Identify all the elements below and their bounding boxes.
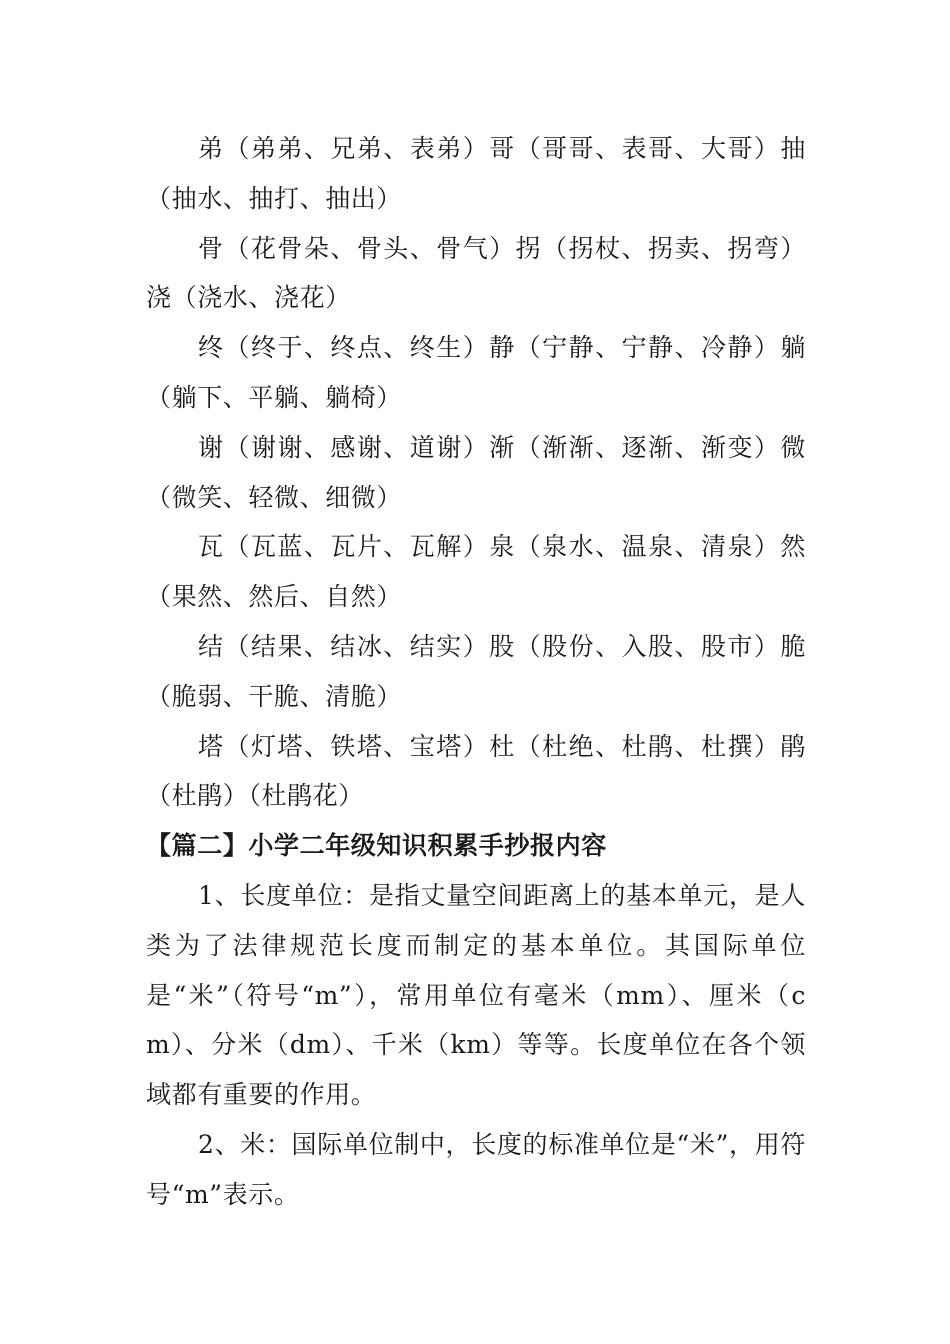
document-page xyxy=(146,124,806,1220)
body-paragraph-length-unit: 1、长度单位：是指丈量空间距离上的基本单元，是人类为了法律规范长度而制定的基本单位。其国际单位是“米”（符号“m”），常用单位有毫米（mm）、厘米（cm）、分米（dm）、千米（km）等等。长度单位在各个领域都有重要的作用。 xyxy=(146,880,806,1110)
char-paragraph-ta: 塔（灯塔、铁塔、宝塔）杜（杜绝、杜鹃、杜撰）鹃（杜鹃）（杜鹃花） xyxy=(146,731,806,811)
char-paragraph-zhong: 终（终于、终点、终生）静（宁静、宁静、冷静）躺（躺下、平躺、躺椅） xyxy=(146,333,806,412)
body-paragraph-meter: 2、米：国际单位制中，长度的标准单位是“米”，用符号“m”表示。 xyxy=(146,1129,806,1209)
char-paragraph-gu: 骨（花骨朵、骨头、骨气）拐（拐杖、拐卖、拐弯）浇（浇水、浇花） xyxy=(146,233,806,313)
section-heading: 【篇二】小学二年级知识积累手抄报内容 xyxy=(146,831,607,861)
char-paragraph-xie: 谢（谢谢、感谢、道谢）渐（渐渐、逐渐、渐变）微（微笑、轻微、细微） xyxy=(146,432,806,512)
char-paragraph-jie: 结（结果、结冰、结实）股（股份、入股、股市）脆（脆弱、干脆、清脆） xyxy=(146,631,806,711)
char-paragraph-di: 弟（弟弟、兄弟、表弟）哥（哥哥、表哥、大哥）抽（抽水、抽打、抽出） xyxy=(146,134,806,213)
char-paragraph-wa: 瓦（瓦蓝、瓦片、瓦解）泉（泉水、温泉、清泉）然（果然、然后、自然） xyxy=(146,532,806,612)
